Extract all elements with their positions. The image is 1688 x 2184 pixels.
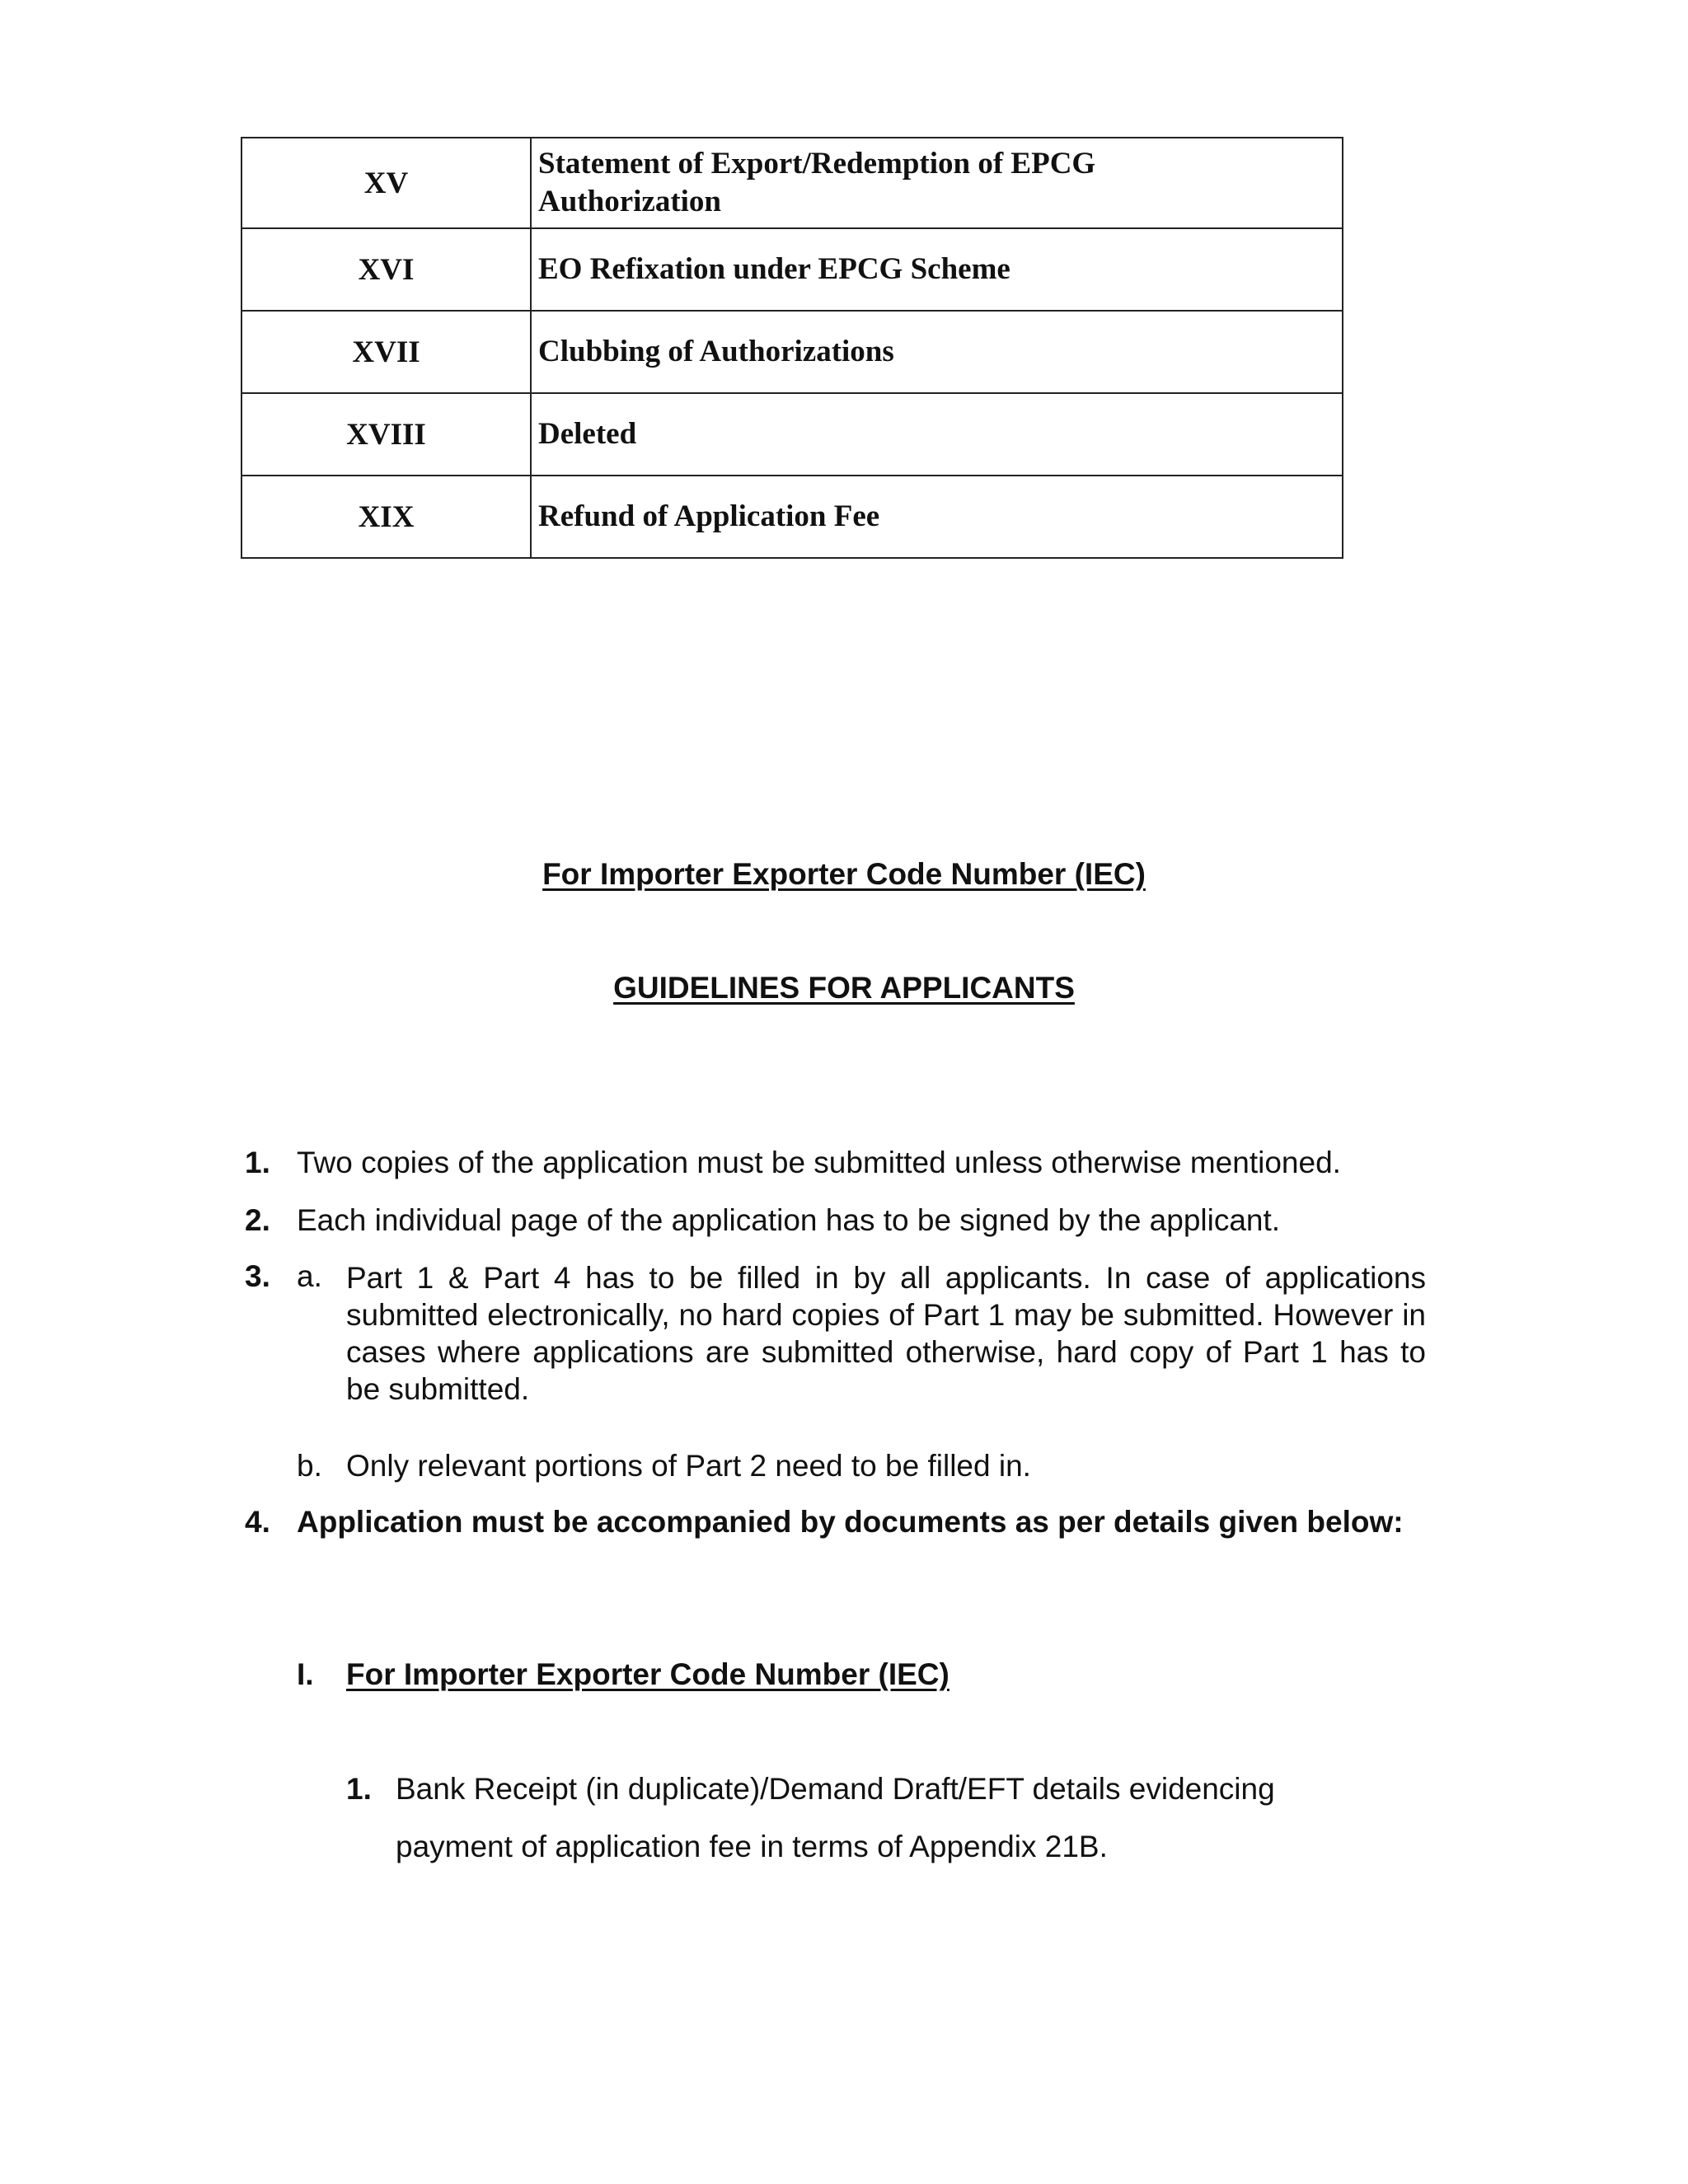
list-marker: 2.	[245, 1203, 270, 1237]
table-row	[241, 138, 1343, 228]
table-row	[241, 393, 1343, 476]
section-marker: I.	[297, 1657, 314, 1691]
list-marker: 4.	[245, 1505, 270, 1539]
list-marker: 1.	[346, 1772, 372, 1806]
table-cell-description: Refund of Application Fee	[531, 476, 1343, 558]
document-table	[241, 137, 1343, 559]
table-cell-description: EO Refixation under EPCG Scheme	[531, 228, 1343, 311]
table-cell-number: XV	[241, 138, 531, 228]
description-line: Statement of Export/Redemption of EPCG	[538, 147, 1096, 180]
table-cell-number: XVII	[241, 311, 531, 393]
table-cell-number: XVI	[241, 228, 531, 311]
table-row	[241, 311, 1343, 393]
list-item-text: Application must be accompanied by documents as per details given below:	[297, 1505, 1404, 1539]
table-cell-number: XIX	[241, 476, 531, 558]
list-item-text: Bank Receipt (in duplicate)/Demand Draft/EFT details evidencing payment of application fee in terms of Appendix 21B.	[396, 1772, 1275, 1863]
sub-item-text: Part 1 & Part 4 has to be filled in by all applicants. In case of applications submitted electronically, no hard copies of Part 1 may be submitted. However in cases where applications are submitted otherwise, hard copy of Part 1 has to be submitted.	[346, 1261, 1426, 1406]
table-cell-number: XVIII	[241, 393, 531, 476]
table-cell-description	[531, 138, 1343, 228]
table-cell-description: Deleted	[531, 393, 1343, 476]
sub-item-text: Only relevant portions of Part 2 need to be filled in.	[346, 1449, 1031, 1483]
list-marker: 3.	[245, 1259, 270, 1293]
sub-item-marker: b.	[297, 1449, 322, 1483]
table-row	[241, 476, 1343, 558]
table-row	[241, 228, 1343, 311]
table-cell-description: Clubbing of Authorizations	[531, 311, 1343, 393]
list-item-text: Two copies of the application must be submitted unless otherwise mentioned.	[297, 1146, 1341, 1179]
guidelines-heading: GUIDELINES FOR APPLICANTS	[613, 971, 1075, 1005]
iec-heading: For Importer Exporter Code Number (IEC)	[542, 857, 1146, 891]
list-item-text: Each individual page of the application has to be signed by the applicant.	[297, 1203, 1281, 1237]
list-marker: 1.	[245, 1146, 270, 1179]
section-heading: For Importer Exporter Code Number (IEC)	[346, 1657, 950, 1691]
sub-item-marker: a.	[297, 1259, 322, 1293]
description-line: Authorization	[538, 185, 721, 218]
